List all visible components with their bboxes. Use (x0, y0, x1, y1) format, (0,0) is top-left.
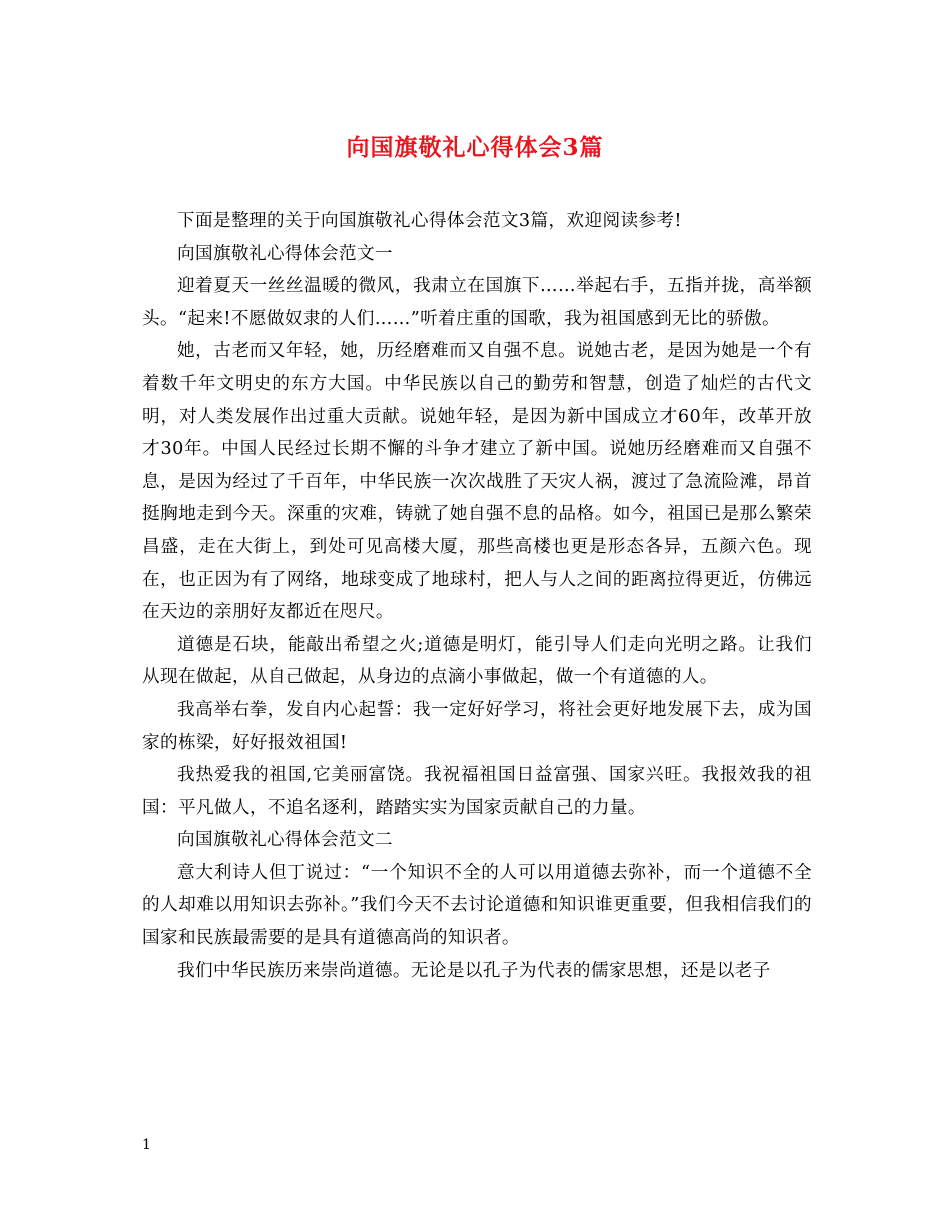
body-paragraph: 她，古老而又年轻，她，历经磨难而又自强不息。说她古老，是因为她是一个有着数千年文明史的东方大国。中华民族以自己的勤劳和智慧，创造了灿烂的古代文明，对人类发展作出过重大贡献。说她年轻，是因为新中国成立才60年，改革开放才30年。中国人民经过长期不懈的斗争才建立了新中国。说她历经磨难而又自强不息，是因为经过了千百年，中华民族一次次战胜了天灾人祸，渡过了急流险滩，昂首挺胸地走到今天。深重的灾难，铸就了她自强不息的品格。如今，祖国已是那么繁荣昌盛，走在大街上，到处可见高楼大厦，那些高楼也更是形态各异，五颜六色。现在，也正因为有了网络，地球变成了地球村，把人与人之间的距离拉得更近，仿佛远在天边的亲朋好友都近在咫尺。 (142, 341, 812, 623)
section-heading-2: 向国旗敬礼心得体会范文二 (177, 830, 393, 851)
body-paragraph: 意大利诗人但丁说过：“一个知识不全的人可以用道德去弥补，而一个道德不全的人却难以用知识去弥补。”我们今天不去讨论道德和知识谁更重要，但我相信我们的国家和民族最需要的是具有道德高尚的知识者。 (142, 862, 812, 949)
document-body (142, 205, 812, 987)
body-paragraph: 我们中华民族历来崇尚道德。无论是以孔子为代表的儒家思想，还是以老子 (177, 960, 771, 981)
page-number: 1 (142, 1137, 151, 1153)
body-paragraph: 我热爱我的祖国,它美丽富饶。我祝福祖国日益富强、国家兴旺。我报效我的祖国：平凡做人，不追名逐利，踏踏实实为国家贡献自己的力量。 (142, 765, 812, 818)
body-paragraph: 道德是石块，能敲出希望之火;道德是明灯，能引导人们走向光明之路。让我们从现在做起，从自己做起，从身边的点滴小事做起，做一个有道德的人。 (142, 634, 812, 688)
intro-paragraph: 下面是整理的关于向国旗敬礼心得体会范文3篇，欢迎阅读参考! (177, 211, 682, 231)
document-title: 向国旗敬礼心得体会3篇 (346, 134, 604, 161)
body-paragraph: 迎着夏天一丝丝温暖的微风，我肃立在国旗下……举起右手，五指并拢，高举额头。“起来!不愿做奴隶的人们……”听着庄重的国歌，我为祖国感到无比的骄傲。 (142, 276, 812, 329)
body-paragraph: 我高举右拳，发自内心起誓：我一定好好学习，将社会更好地发展下去，成为国家的栋梁，好好报效祖国! (142, 699, 812, 753)
section-heading-1: 向国旗敬礼心得体会范文一 (177, 243, 393, 264)
